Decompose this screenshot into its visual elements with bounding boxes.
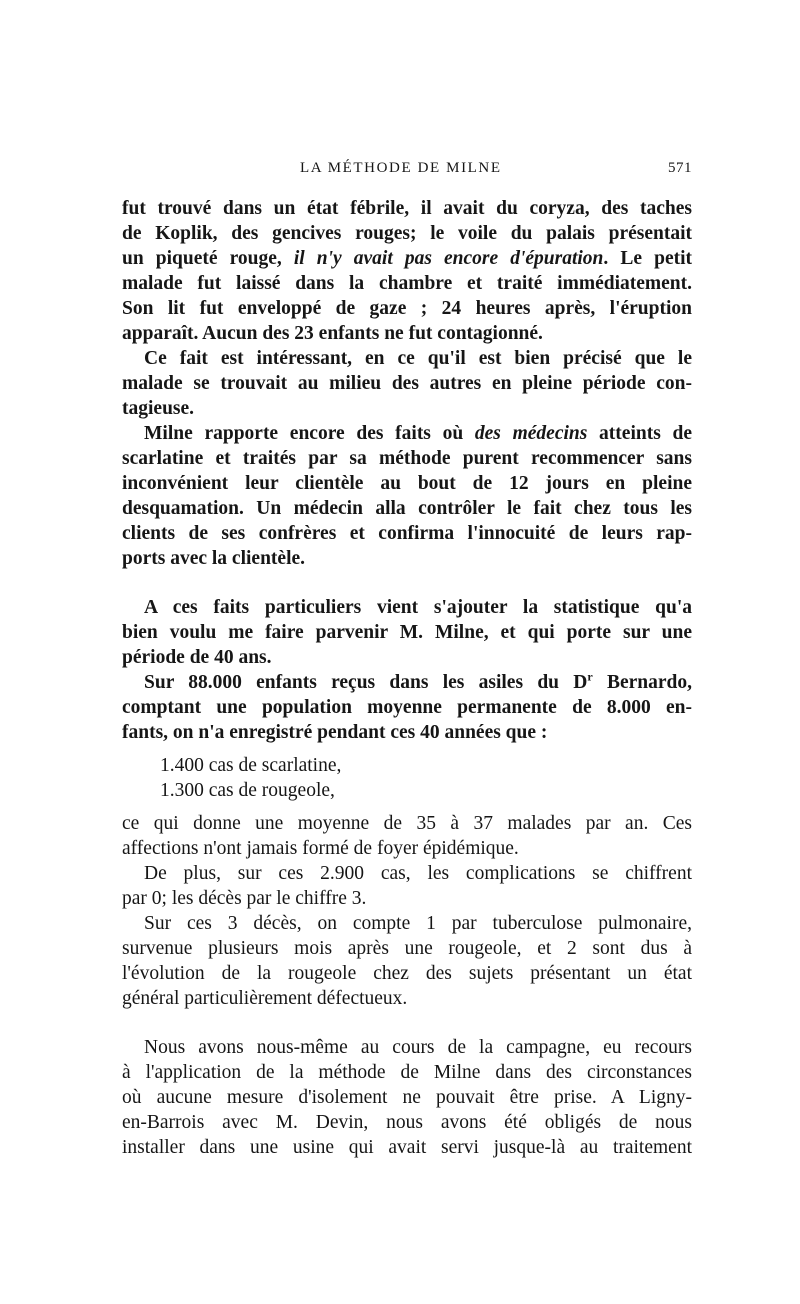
- paragraph: [122, 811, 692, 861]
- text-line: fants, on n'a enregistré pendant ces 40 années que :: [122, 722, 548, 743]
- text-line: où aucune mesure d'isolement ne pouvait être prise. A Ligny-: [122, 1087, 692, 1108]
- section-gap: [122, 571, 692, 595]
- italic-emphasis: des médecins: [474, 423, 588, 444]
- text-line: comptant une population moyenne permanente de 8.000 en-: [122, 697, 692, 718]
- text-span: Bernardo,: [606, 672, 692, 693]
- paragraph: [122, 1035, 692, 1160]
- text-line: malade se trouvait au milieu des autres en pleine période con-: [122, 373, 692, 394]
- paragraph: [122, 421, 692, 571]
- paragraph: [122, 911, 692, 1011]
- text-span: Milne rapporte encore des faits où: [144, 423, 464, 444]
- text-line: [122, 246, 692, 271]
- text-line: installer dans une usine qui avait servi jusque-là au traitement: [122, 1137, 692, 1158]
- text-line: général particulièrement défectueux.: [122, 988, 408, 1009]
- text-line: ports avec la clientèle.: [122, 548, 306, 569]
- text-line: A ces faits particuliers vient s'ajouter la statistique qu'a: [144, 597, 692, 618]
- text-line: affections n'ont jamais formé de foyer épidémique.: [122, 838, 519, 859]
- list-item: 1.300 cas de rougeole,: [160, 780, 335, 801]
- page-header: [122, 160, 692, 186]
- text-line: Son lit fut enveloppé de gaze ; 24 heures après, l'éruption: [122, 298, 692, 319]
- paragraph: [122, 346, 692, 421]
- page-number: 571: [668, 160, 692, 176]
- text-line: en-Barrois avec M. Devin, nous avons été obligés de nous: [122, 1112, 692, 1133]
- text-line: desquamation. Un médecin alla contrôler le fait chez tous les: [122, 498, 692, 519]
- superscript: r: [587, 670, 593, 684]
- text-line: tagieuse.: [122, 398, 195, 419]
- text-line: fut trouvé dans un état fébrile, il avait du coryza, des taches: [122, 198, 692, 219]
- text-line: l'évolution de la rougeole chez des sujets présentant un état: [122, 963, 692, 984]
- text-span: un piqueté rouge,: [122, 248, 282, 269]
- text-line: ce qui donne une moyenne de 35 à 37 malades par an. Ces: [122, 813, 692, 834]
- statistics-list: [122, 753, 692, 803]
- text-line: inconvénient leur clientèle au bout de 12 jours en pleine: [122, 473, 692, 494]
- page-text: [122, 196, 692, 1160]
- text-line: Nous avons nous-même au cours de la campagne, eu recours: [144, 1037, 692, 1058]
- list-item: 1.400 cas de scarlatine,: [160, 755, 342, 776]
- paragraph: [122, 595, 692, 670]
- text-line: Sur ces 3 décès, on compte 1 par tuberculose pulmonaire,: [144, 913, 692, 934]
- paragraph: [122, 670, 692, 745]
- text-line: bien voulu me faire parvenir M. Milne, et qui porte sur une: [122, 622, 692, 643]
- text-line: De plus, sur ces 2.900 cas, les complications se chiffrent: [144, 863, 692, 884]
- text-span: atteints de: [599, 423, 692, 444]
- text-line: par 0; les décès par le chiffre 3.: [122, 888, 367, 909]
- text-line: [122, 670, 692, 695]
- text-line: scarlatine et traités par sa méthode purent recommencer sans: [122, 448, 692, 469]
- text-line: Ce fait est intéressant, en ce qu'il est bien précisé que le: [144, 348, 692, 369]
- text-line: période de 40 ans.: [122, 647, 272, 668]
- text-line: à l'application de la méthode de Milne dans des circonstances: [122, 1062, 692, 1083]
- paragraph: [122, 861, 692, 911]
- text-line: de Koplik, des gencives rouges; le voile du palais présentait: [122, 223, 692, 244]
- text-line: apparaît. Aucun des 23 enfants ne fut contagionné.: [122, 323, 543, 344]
- section-gap: [122, 1011, 692, 1035]
- paragraph: [122, 196, 692, 346]
- text-span: . Le petit: [603, 248, 692, 269]
- text-line: malade fut laissé dans la chambre et traité immédiatement.: [122, 273, 692, 294]
- text-span: Sur 88.000 enfants reçus dans les asiles du D: [144, 672, 588, 693]
- text-line: clients de ses confrères et confirma l'innocuité de leurs rap-: [122, 523, 692, 544]
- text-line: survenue plusieurs mois après une rougeole, et 2 sont dus à: [122, 938, 692, 959]
- italic-emphasis: il n'y avait pas encore d'épuration: [293, 248, 604, 269]
- text-line: [122, 421, 692, 446]
- running-title: LA MÉTHODE DE MILNE: [300, 160, 502, 176]
